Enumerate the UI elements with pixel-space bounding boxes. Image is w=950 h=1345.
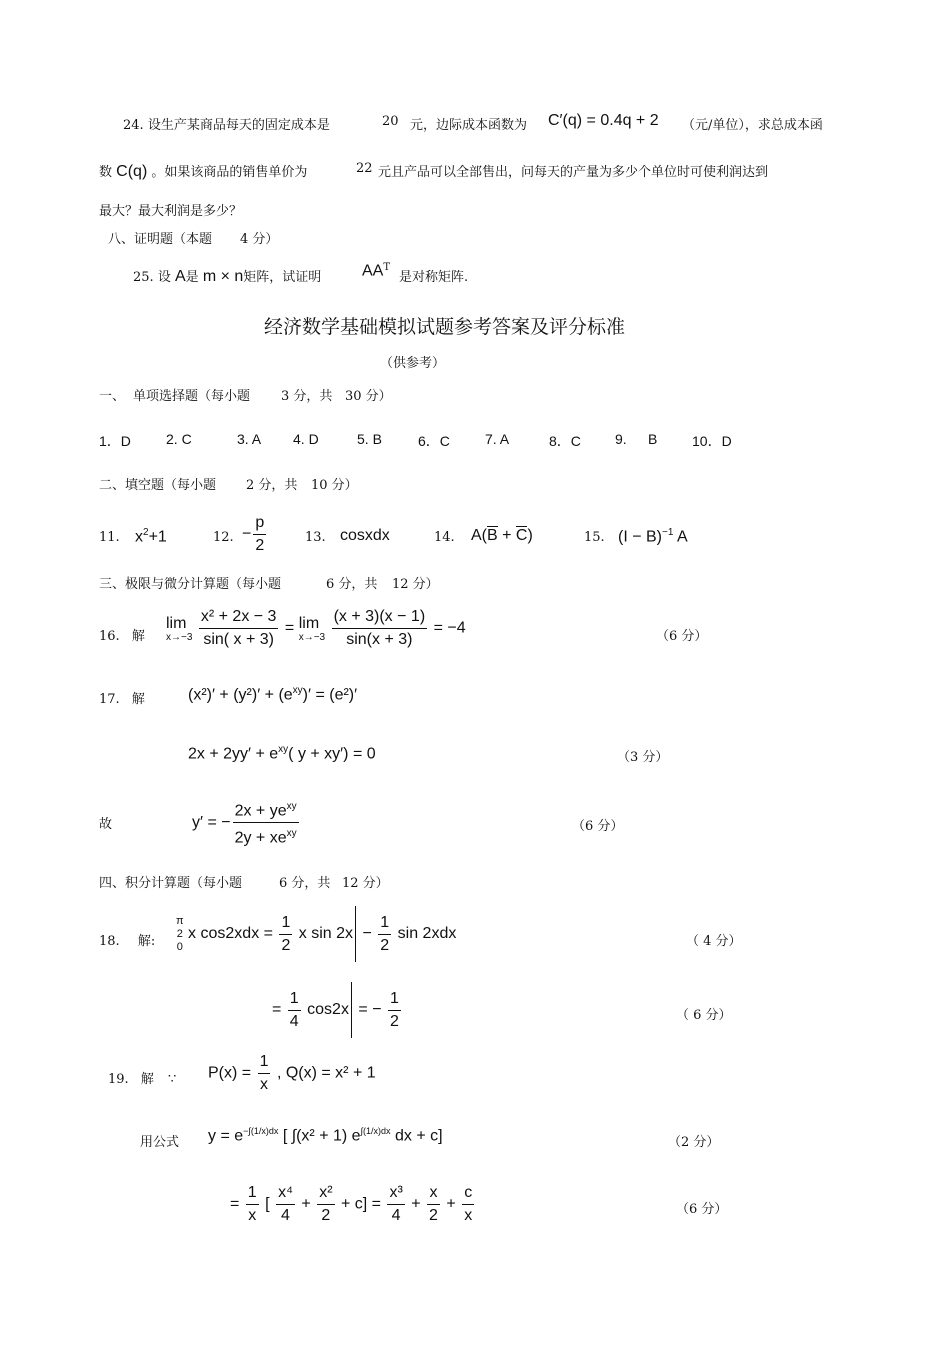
q17-denominator: 2y + xe: [234, 829, 287, 847]
fill-11-answer: [135, 527, 167, 546]
q24-line2-a: 数: [99, 165, 113, 180]
q16-lim: lim: [166, 614, 187, 632]
choice-1: 1．D: [99, 433, 131, 449]
q24-line1: [123, 114, 330, 133]
q17-score2: （6 分）: [572, 819, 624, 834]
q19-t2-num: x²: [317, 1182, 334, 1205]
q19-plus1: +: [301, 1195, 311, 1213]
fill-15-tail: A: [673, 528, 688, 546]
q16-score: （6 分）: [656, 629, 708, 644]
q19-p: P(x) =: [208, 1064, 252, 1082]
choice-5: 5. B: [357, 431, 382, 447]
q24-value1: 20: [382, 114, 399, 129]
section4-total: 12 分）: [342, 876, 389, 891]
section1-points: 3 分，共: [281, 389, 333, 404]
q19-bracket-open: [: [265, 1195, 270, 1213]
q25-mn: m × n: [202, 268, 244, 285]
q18-lower-zero: 0: [176, 940, 183, 953]
q18-result-sign: = −: [358, 1001, 382, 1018]
choice-2: 2. C: [166, 431, 192, 447]
q18-number: [99, 930, 155, 949]
q17-numerator-exp: xy: [286, 801, 297, 812]
q19-t3-num: x³: [387, 1182, 404, 1205]
q19-p-den: x: [260, 1076, 269, 1093]
q18-eval-bar2: [351, 982, 352, 1038]
section3-points: 6 分，共: [326, 577, 378, 592]
fill-15-exp: −1: [662, 527, 674, 538]
q19-because: ∵: [167, 1072, 177, 1087]
q25-number: 25.: [133, 270, 154, 285]
fill-14-number: 14.: [434, 530, 455, 545]
fill-14-plus: +: [497, 527, 516, 544]
section3-title: 三、极限与微分计算题（每小题: [99, 577, 282, 592]
q19-eq: =: [230, 1195, 240, 1213]
fill-11-tail: +1: [148, 528, 167, 546]
q17-line1: [188, 685, 357, 704]
q17-score1: （3 分）: [617, 750, 669, 765]
q25-aat-base: AA: [362, 262, 384, 280]
q18-half2-den: 2: [380, 936, 390, 954]
q17-line1-a: (x²)′ + (y²)′ + (e: [188, 686, 293, 704]
q16-num: 16.: [99, 629, 120, 644]
q19-t1-den: 4: [281, 1207, 290, 1224]
q16-lim2: lim: [298, 614, 320, 632]
section2-points: 2 分，共: [246, 478, 298, 493]
q19-f1b: [ ∫(x² + 1) e: [282, 1127, 361, 1145]
q25-text2: 是: [185, 270, 199, 285]
q16-result: = −4: [433, 619, 466, 637]
q18-integrand2: sin 2xdx: [397, 925, 457, 942]
q18-quarter-den: 4: [289, 1012, 299, 1030]
fill-13-number: 13.: [305, 530, 326, 545]
q18-term: x sin 2x: [298, 925, 354, 942]
q18-eq2: =: [272, 1001, 282, 1018]
choice-7: 7. A: [485, 431, 510, 447]
q25-aat: [362, 262, 390, 280]
fill-12-numerator: p: [253, 512, 266, 535]
q19-number: [108, 1068, 176, 1087]
q16-lim-sub: x→−3: [166, 631, 193, 643]
q19-t2-den: 2: [321, 1207, 331, 1224]
q18-score1: （ 4 分）: [686, 934, 742, 949]
section8-title: 八、证明题（本题: [108, 232, 213, 247]
q19-jie: 解: [140, 1072, 154, 1087]
q16-denominator2: sin(x + 3): [346, 631, 413, 648]
q19-f1-exp2: ∫(1/x)dx: [360, 1126, 391, 1136]
fill-14-answer: [471, 526, 533, 545]
q19-num: 19.: [108, 1072, 129, 1087]
q19-formula: [208, 1126, 443, 1145]
fill-11-number: 11.: [99, 530, 120, 545]
q17-line2-a: 2x + 2yy′ + e: [188, 745, 279, 763]
q24-line2-c: 元且产品可以全部售出，问每天的产量为多少个单位时可使利润达到: [378, 165, 769, 180]
answer-title: 经济数学基础模拟试题参考答案及评分标准: [264, 316, 626, 338]
q19-g-num: 1: [246, 1182, 259, 1205]
q19-t5-num: c: [462, 1182, 474, 1205]
q24-line2-b: 。如果该商品的销售单价为: [151, 165, 308, 180]
q17-line1-exp: xy: [292, 685, 303, 696]
q18-score2: （ 6 分）: [676, 1008, 732, 1023]
q18-half2-num: 1: [378, 912, 391, 935]
fill-14-open: A(: [471, 527, 487, 544]
choice-4: 4. D: [293, 431, 319, 447]
q19-plus3: +: [446, 1195, 456, 1213]
section1-label: 一、: [99, 389, 126, 404]
section2-total: 10 分）: [311, 478, 358, 493]
section3-total: 12 分）: [392, 577, 439, 592]
q18-minus: −: [362, 925, 372, 942]
q25-transpose: T: [383, 262, 391, 273]
q17-denominator-exp: xy: [286, 828, 297, 840]
fill-11-exp: 2: [143, 527, 149, 538]
q16-number: [99, 625, 145, 644]
q17-line3-lhs: y′ = −: [192, 813, 231, 831]
choice-6: 6．C: [418, 433, 450, 449]
fill-12-answer: [242, 512, 268, 557]
q19-g-den: x: [248, 1207, 257, 1224]
choice-8: 8．C: [549, 433, 581, 449]
q18-upper-pi: π: [176, 914, 184, 927]
q19-score1: （2 分）: [668, 1135, 720, 1150]
section1-title: 单项选择题（每小题: [133, 389, 251, 404]
q25-matrix-a: A: [174, 268, 186, 285]
q25-text3: 矩阵，试证明: [243, 270, 322, 285]
q17-line2: [188, 744, 376, 763]
q19-bracket-close: + c] =: [340, 1195, 381, 1213]
fill-14-b-bar: B: [487, 527, 498, 544]
q19-score2: （6 分）: [676, 1202, 728, 1217]
choice-9-number: 9.: [615, 431, 627, 447]
fill-13-answer: cosxdx: [340, 527, 390, 544]
q25-text1: 设: [157, 270, 171, 285]
q18-half-num: 1: [279, 912, 292, 935]
choice-9-answer: B: [648, 431, 658, 447]
fill-14-close: ): [527, 527, 533, 544]
fill-12-denominator: 2: [255, 537, 265, 554]
q16-numerator2: (x + 3)(x − 1): [332, 606, 428, 629]
q19-result: [230, 1182, 476, 1227]
section1-total: 30 分）: [345, 389, 392, 404]
q17-line2-b: ( y + xy′) = 0: [288, 745, 376, 763]
q16-denominator1: sin( x + 3): [203, 631, 274, 648]
q24-value2: 22: [356, 161, 373, 176]
choice-3: 3. A: [237, 431, 262, 447]
q17-num: 17.: [99, 692, 120, 707]
q18-num: 18.: [99, 934, 120, 949]
section4-points: 6 分，共: [279, 876, 331, 891]
q24-text1: 设生产某商品每天的固定成本是: [147, 118, 330, 133]
q18-line2: [272, 982, 403, 1038]
q19-t4-den: 2: [429, 1207, 438, 1224]
q19-f1c: dx + c]: [395, 1127, 443, 1145]
q19-pq: [208, 1051, 376, 1096]
q24-line2: [99, 161, 307, 181]
q25-text4: 是对称矩阵.: [399, 270, 469, 285]
q17-jie: 解: [131, 692, 145, 707]
fill-12-number: 12.: [213, 530, 234, 545]
q19-p-num: 1: [258, 1051, 271, 1074]
q16-formula: [166, 606, 466, 651]
q19-t3-den: 4: [391, 1207, 401, 1224]
q17-line1-b: )′ = (e²)′: [302, 686, 358, 704]
q16-jie: 解: [131, 629, 145, 644]
q19-t4-num: x: [427, 1182, 440, 1205]
q18-eval-bar: [355, 906, 356, 962]
fill-14-c-bar: C: [515, 527, 528, 544]
q24-line3: 最大？最大利润是多少？: [99, 204, 243, 219]
q19-t1-num: x⁴: [276, 1182, 295, 1205]
q25-line: [133, 266, 321, 286]
fill-15-base: (I − B): [618, 528, 663, 546]
q18-cos-term: cos2x: [307, 1001, 349, 1018]
q16-lim2-sub: x→−3: [298, 631, 326, 643]
q19-t5-den: x: [464, 1207, 473, 1224]
q19-f1a: y = e: [208, 1127, 244, 1145]
q18-half-den: 2: [281, 936, 291, 954]
section8-points: 4 分）: [240, 232, 279, 247]
q16-numerator1: x² + 2x − 3: [199, 606, 279, 629]
q19-f1-exp1: −∫(1/x)dx: [243, 1126, 279, 1136]
choice-10: 10．D: [692, 433, 732, 449]
q17-gu: 故: [99, 817, 113, 832]
q24-number: 24.: [123, 118, 144, 133]
q24-text2: 元，边际成本函数为: [410, 118, 528, 133]
q18-result-num: 1: [388, 988, 401, 1011]
q18-result-den: 2: [390, 1012, 399, 1030]
section2-title: 二、填空题（每小题: [99, 478, 217, 493]
q18-upper-two: 2: [176, 927, 183, 940]
answer-subtitle: （供参考）: [380, 356, 446, 371]
q16-equals: =: [284, 619, 295, 637]
q17-number: [99, 688, 145, 707]
q24-formula: C′(q) = 0.4q + 2: [548, 112, 659, 129]
q19-plus2: +: [411, 1195, 421, 1213]
section4-title: 四、积分计算题（每小题: [99, 876, 243, 891]
fill-15-answer: [618, 527, 688, 546]
q19-q: , Q(x) = x² + 1: [276, 1064, 376, 1082]
q24-text3: （元/单位），求总成本函: [682, 118, 823, 133]
q17-line2-exp: xy: [278, 744, 289, 755]
fill-11-base: x: [135, 528, 143, 546]
fill-15-number: 15.: [584, 530, 605, 545]
q17-numerator: 2x + ye: [234, 802, 287, 820]
q24-line2-formula: C(q): [116, 163, 148, 180]
q18-line1: [176, 906, 456, 962]
q17-line3: [192, 796, 301, 850]
q18-jie: 解:: [137, 934, 156, 949]
fill-12-sign: −: [242, 525, 252, 543]
q18-quarter-num: 1: [288, 988, 301, 1011]
q18-integrand: x cos2xdx =: [188, 925, 273, 942]
q19-yong: 用公式: [140, 1135, 180, 1150]
